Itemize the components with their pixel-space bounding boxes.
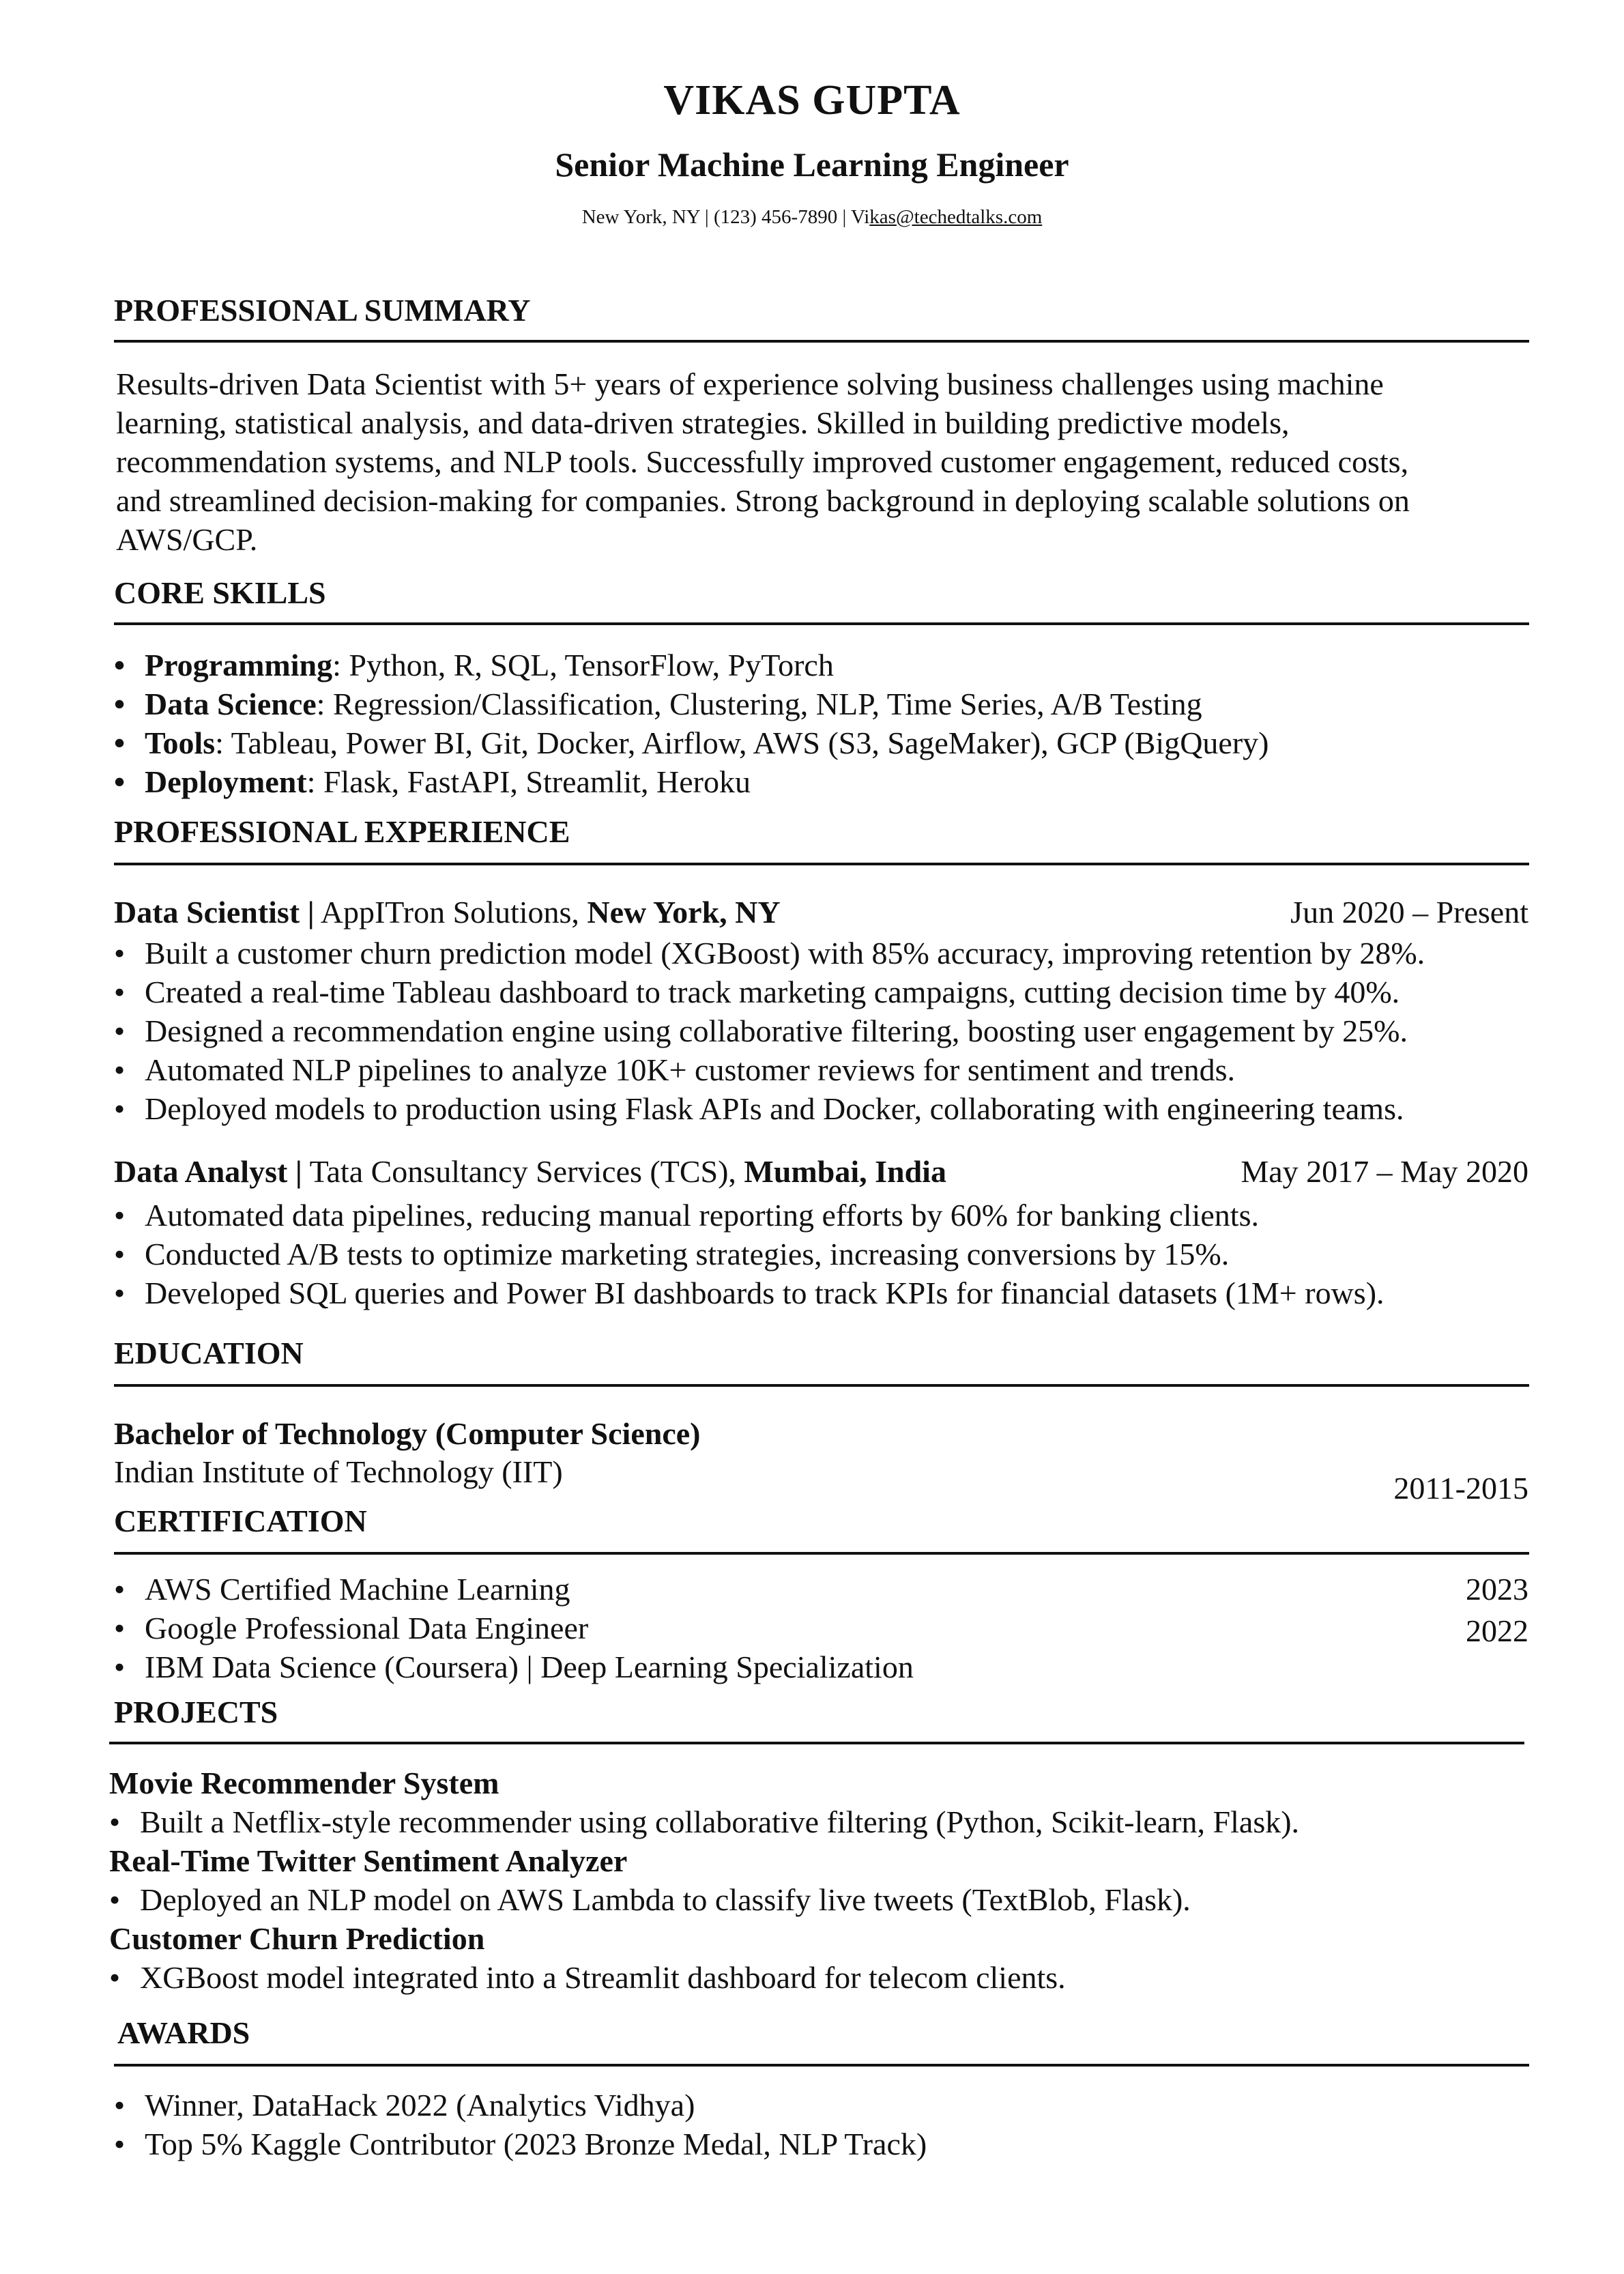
job-dates: Jun 2020 – Present <box>1290 895 1528 930</box>
skill-text: : Tableau, Power BI, Git, Docker, Airflow, AWS (S3, SageMaker), GCP (BigQuery) <box>215 725 1269 760</box>
school: Indian Institute of Technology (IIT) <box>114 1454 563 1489</box>
project-desc-text: XGBoost model integrated into a Streamlit dashboard for telecom clients. <box>140 1960 1066 1995</box>
email-prefix: Vi <box>851 206 870 228</box>
skill-label: Data Science <box>145 687 317 721</box>
cert-text: IBM Data Science (Coursera) | Deep Learning Specialization <box>145 1650 914 1684</box>
job-location: Mumbai, India <box>744 1154 946 1189</box>
location: New York, NY <box>581 206 700 228</box>
cert-text: Google Professional Data Engineer <box>145 1611 589 1645</box>
project-desc <box>109 1880 1191 1919</box>
bullet: • <box>109 1882 121 1917</box>
bullet: • <box>114 764 126 799</box>
skill-item <box>114 646 834 685</box>
cert-item <box>114 1609 588 1647</box>
bullet-text: Deployed models to production using Flask APIs and Docker, collaborating with engineering teams. <box>145 1091 1404 1126</box>
award-text: Top 5% Kaggle Contributor (2023 Bronze Medal, NLP Track) <box>145 2127 927 2161</box>
bullet: • <box>114 1091 126 1126</box>
contact-line <box>0 206 1624 229</box>
separator: | <box>842 206 847 228</box>
job-role: Data Analyst | <box>114 1154 302 1189</box>
bullet: • <box>114 687 126 721</box>
job-bullet <box>114 1011 1408 1050</box>
bullet-text: Designed a recommendation engine using collaborative filtering, boosting user engagement by 25%. <box>145 1013 1408 1048</box>
job-role: Data Scientist | <box>114 895 315 930</box>
bullet: • <box>114 2127 126 2161</box>
summary-heading: PROFESSIONAL SUMMARY <box>114 293 531 328</box>
job-bullet <box>114 1273 1384 1312</box>
projects-heading: PROJECTS <box>114 1695 278 1729</box>
job-title: Senior Machine Learning Engineer <box>555 145 1069 184</box>
bullet: • <box>114 1013 126 1048</box>
bullet: • <box>114 1572 126 1607</box>
bullet: • <box>114 1611 126 1645</box>
bullet-text: Developed SQL queries and Power BI dashboards to track KPIs for financial datasets (1M+ rows). <box>145 1276 1384 1310</box>
summary-line: learning, statistical analysis, and data-driven strategies. Skilled in building predictive models, <box>116 405 1290 440</box>
cert-year: 2023 <box>1466 1572 1528 1607</box>
bullet: • <box>114 648 126 682</box>
summary-line: Results-driven Data Scientist with 5+ years of experience solving business challenges using machine <box>116 366 1384 401</box>
bullet: • <box>114 936 126 970</box>
skill-text: : Flask, FastAPI, Streamlit, Heroku <box>306 764 751 799</box>
job-company: AppITron Solutions, <box>314 895 588 930</box>
job-header <box>114 893 781 932</box>
project-title: Real-Time Twitter Sentiment Analyzer <box>109 1843 628 1878</box>
divider <box>114 1384 1529 1387</box>
candidate-name: VIKAS GUPTA <box>663 77 961 124</box>
certification-heading: CERTIFICATION <box>114 1503 367 1538</box>
job-location: New York, NY <box>587 895 781 930</box>
divider <box>109 1742 1524 1744</box>
summary-line: AWS/GCP. <box>116 522 258 557</box>
cert-text: AWS Certified Machine Learning <box>145 1572 570 1607</box>
job-bullet <box>114 1050 1235 1089</box>
award-item <box>114 2086 695 2125</box>
bullet-text: Built a customer churn prediction model (XGBoost) with 85% accuracy, improving retention by 28%. <box>145 936 1425 970</box>
bullet: • <box>114 725 126 760</box>
bullet: • <box>114 1052 126 1087</box>
divider <box>114 622 1529 625</box>
bullet: • <box>114 2088 126 2122</box>
bullet-text: Conducted A/B tests to optimize marketing strategies, increasing conversions by 15%. <box>145 1237 1230 1271</box>
project-desc <box>109 1958 1066 1997</box>
bullet-text: Automated NLP pipelines to analyze 10K+ customer reviews for sentiment and trends. <box>145 1052 1236 1087</box>
bullet-text: Created a real-time Tableau dashboard to track marketing campaigns, cutting decision time by 40%. <box>145 975 1400 1009</box>
bullet: • <box>114 1198 126 1233</box>
awards-heading: AWARDS <box>117 2015 250 2050</box>
divider <box>114 2064 1529 2067</box>
education-years: 2011-2015 <box>1393 1471 1528 1506</box>
skill-text: : Regression/Classification, Clustering, NLP, Time Series, A/B Testing <box>316 687 1202 721</box>
skill-label: Deployment <box>145 764 307 799</box>
separator: | <box>704 206 709 228</box>
award-item <box>114 2125 927 2163</box>
skill-label: Tools <box>145 725 216 760</box>
bullet: • <box>114 1276 126 1310</box>
skill-item <box>114 762 751 801</box>
project-desc-text: Deployed an NLP model on AWS Lambda to classify live tweets (TextBlob, Flask). <box>140 1882 1191 1917</box>
bullet: • <box>114 975 126 1009</box>
job-header <box>114 1152 946 1191</box>
job-dates: May 2017 – May 2020 <box>1241 1154 1528 1189</box>
skill-item <box>114 685 1202 723</box>
project-title: Customer Churn Prediction <box>109 1921 485 1956</box>
summary-line: and streamlined decision-making for companies. Strong background in deploying scalable solutions on <box>116 483 1410 518</box>
experience-heading: PROFESSIONAL EXPERIENCE <box>114 814 570 849</box>
bullet: • <box>114 1237 126 1271</box>
bullet: • <box>114 1650 126 1684</box>
project-title: Movie Recommender System <box>109 1766 499 1800</box>
job-company: Tata Consultancy Services (TCS), <box>302 1154 744 1189</box>
skill-item <box>114 723 1269 762</box>
degree: Bachelor of Technology (Computer Science) <box>114 1416 701 1451</box>
education-heading: EDUCATION <box>114 1336 304 1370</box>
award-text: Winner, DataHack 2022 (Analytics Vidhya) <box>145 2088 695 2122</box>
phone: (123) 456-7890 <box>713 206 838 228</box>
skill-label: Programming <box>145 648 333 682</box>
project-desc <box>109 1802 1299 1841</box>
cert-year: 2022 <box>1466 1613 1528 1648</box>
job-bullet <box>114 1089 1404 1128</box>
divider <box>114 340 1529 343</box>
skills-heading: CORE SKILLS <box>114 575 326 610</box>
divider <box>114 1552 1529 1555</box>
job-bullet <box>114 1235 1229 1273</box>
divider <box>114 863 1529 865</box>
job-bullet <box>114 973 1400 1011</box>
email-link[interactable]: kas@techedtalks.com <box>869 206 1043 228</box>
project-desc-text: Built a Netflix-style recommender using collaborative filtering (Python, Scikit-learn, Flask). <box>140 1804 1300 1839</box>
skill-text: : Python, R, SQL, TensorFlow, PyTorch <box>332 648 834 682</box>
summary-line: recommendation systems, and NLP tools. Successfully improved customer engagement, reduced costs, <box>116 444 1409 479</box>
bullet-text: Automated data pipelines, reducing manual reporting efforts by 60% for banking clients. <box>145 1198 1259 1233</box>
job-bullet <box>114 1196 1259 1235</box>
bullet: • <box>109 1804 121 1839</box>
cert-item <box>114 1647 914 1686</box>
cert-item <box>114 1570 570 1609</box>
job-bullet <box>114 934 1425 973</box>
bullet: • <box>109 1960 121 1995</box>
